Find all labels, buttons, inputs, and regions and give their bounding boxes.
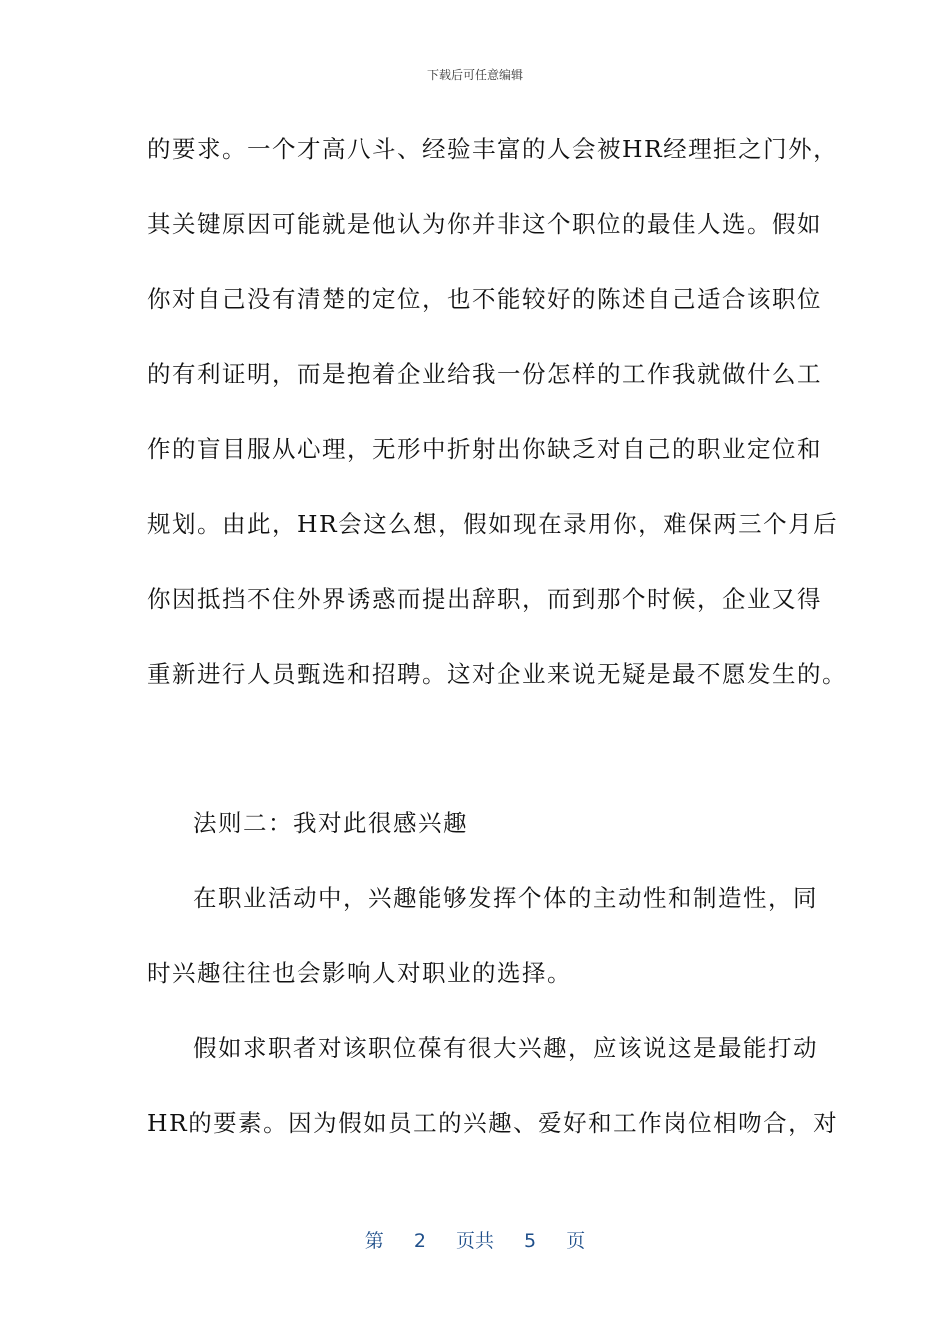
- paragraph-line: 规划。由此，HR会这么想，假如现在录用你，难保两三个月后: [147, 510, 839, 538]
- paragraph-line: 时兴趣往往也会影响人对职业的选择。: [147, 959, 572, 987]
- paragraph-line: 你对自己没有清楚的定位，也不能较好的陈述自己适合该职位: [147, 285, 822, 313]
- page-footer: [0, 1226, 950, 1253]
- paragraph-line: 的要求。一个才高八斗、经验丰富的人会被HR经理拒之门外，: [147, 135, 839, 163]
- paragraph-line: 的有利证明，而是抱着企业给我一份怎样的工作我就做什么工: [147, 360, 822, 388]
- paragraph-line: 假如求职者对该职位葆有很大兴趣，应该说这是最能打动: [193, 1034, 818, 1062]
- footer-label-ye: 页: [566, 1230, 586, 1252]
- paragraph-line: 其关键原因可能就是他认为你并非这个职位的最佳人选。假如: [147, 210, 822, 238]
- page-header-note: 下载后可任意编辑: [426, 68, 523, 82]
- paragraph-line: 你因抵挡不住外界诱惑而提出辞职，而到那个时候，企业又得: [147, 585, 822, 613]
- paragraph-line: 在职业活动中，兴趣能够发挥个体的主动性和制造性，同: [193, 884, 818, 912]
- paragraph-line: 作的盲目服从心理，无形中折射出你缺乏对自己的职业定位和: [147, 435, 822, 463]
- footer-label-di: 第: [364, 1230, 384, 1252]
- paragraph-line: 重新进行人员甄选和招聘。这对企业来说无疑是最不愿发生的。: [147, 660, 847, 688]
- section-heading: 法则二：我对此很感兴趣: [193, 809, 468, 837]
- footer-total-pages: 5: [524, 1230, 537, 1252]
- paragraph-line: HR的要素。因为假如员工的兴趣、爱好和工作岗位相吻合，对: [147, 1109, 839, 1137]
- footer-current-page: 2: [413, 1230, 426, 1252]
- footer-label-ye-gong: 页共: [455, 1230, 494, 1252]
